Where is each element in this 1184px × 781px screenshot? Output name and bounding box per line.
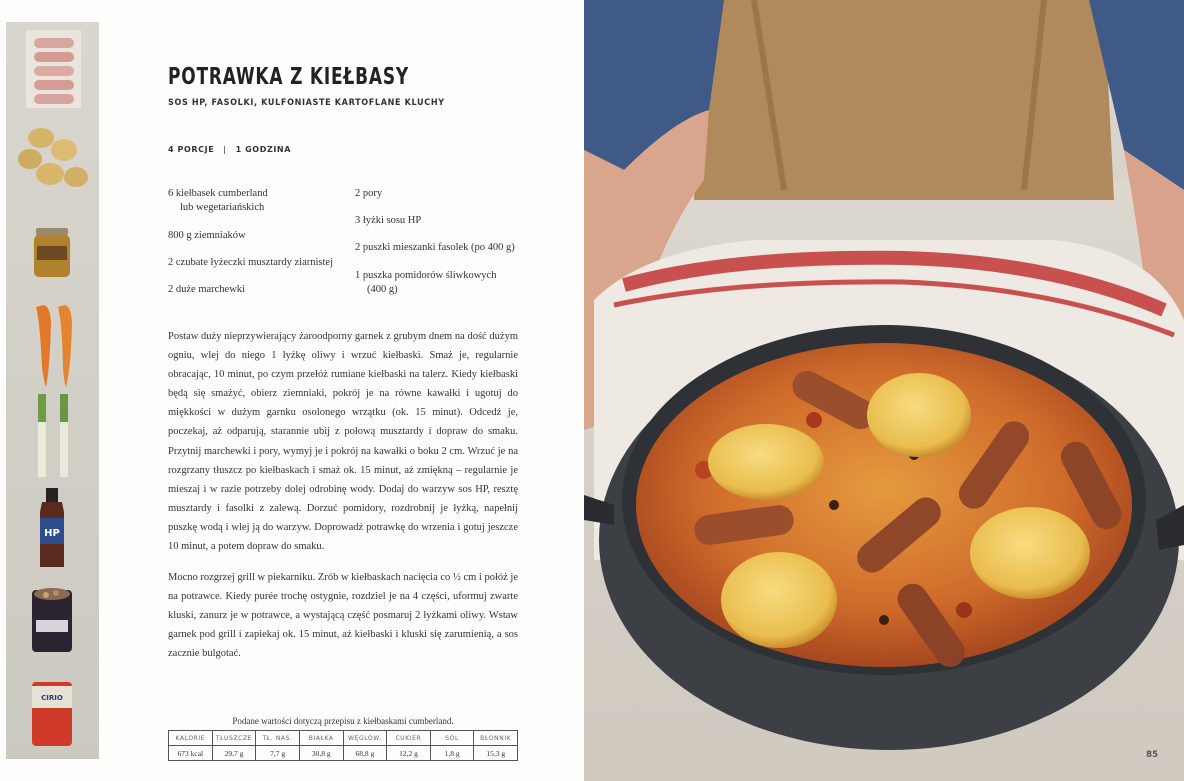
ingredient-line: 2 pory — [355, 188, 383, 199]
nutrition-value: 30,8 g — [299, 746, 343, 761]
svg-text:CIRIO: CIRIO — [41, 694, 63, 702]
ingredient-item — [355, 241, 515, 255]
left-page — [0, 0, 584, 781]
ingredient-line: 1 puszka pomidorów śliwkowych — [355, 270, 497, 281]
nutrition-value: 15,3 g — [474, 746, 518, 761]
svg-text:HP: HP — [44, 528, 60, 539]
ingredient-item — [168, 256, 333, 270]
hp-sauce-bottle-photo — [40, 488, 64, 567]
ingredient-item — [168, 229, 246, 243]
recipe-subtitle: SOS HP, FASOLKI, KULFONIASTE KARTOFLANE KLUCHY — [168, 98, 445, 108]
recipe-meta — [168, 145, 291, 154]
ingredient-line: 3 łyżki sosu HP — [355, 215, 422, 226]
nutrition-header: TŁUSZCZE — [212, 731, 256, 746]
ingredient-item — [355, 187, 382, 201]
nutrition-value: 12,2 g — [387, 746, 431, 761]
nutrition-value: 68,8 g — [343, 746, 387, 761]
page-number: 85 — [1146, 750, 1158, 760]
nutrition-table — [168, 730, 518, 761]
ingredient-line: lub wegetariańskich — [180, 202, 265, 213]
nutrition-header-row — [169, 731, 518, 746]
ingredient-item — [168, 187, 268, 215]
nutrition-header: WĘGLOW. — [343, 731, 387, 746]
ingredient-item — [355, 214, 421, 228]
potatoes-photo — [18, 128, 88, 187]
ingredient-line: 2 puszki mieszanki fasolek (po 400 g) — [355, 242, 515, 253]
cooking-time: 1 GODZINA — [235, 145, 292, 154]
meta-separator: | — [223, 145, 227, 154]
nutrition-header: SÓL — [430, 731, 474, 746]
dish-photo — [584, 0, 1184, 781]
nutrition-value: 1,8 g — [430, 746, 474, 761]
nutrition-header: TŁ. NAS. — [256, 731, 300, 746]
nutrition-value: 29,7 g — [212, 746, 256, 761]
nutrition-header: BŁONNIK — [474, 731, 518, 746]
nutrition-value: 7,7 g — [256, 746, 300, 761]
nutrition-header: KALORIE — [169, 731, 213, 746]
method-paragraph-1: Postaw duży nieprzywierający żaroodporny garnek z grubym dnem na dość dużym ogniu, wlej do niego 1 łyżkę oliwy i wrzuć kiełbaski. Smaż je, regularnie obracając, 10 minut, po czym przełóż rumiane kiełbaski na talerz. Kiedy kiełbaski będą się smażyć, obierz ziemniaki, pokrój je na równe kawałki i ugotuj do miękkości w dużym garnku osolonego wrzątku (ok. 15 minut). Odcedź je, poczekaj, aż odparują, starannie ubij z połową musztardy i dopraw do smaku. Przytnij marchewki i pory, wymyj je i pokrój na kawałki o boku 2 cm. Wrzuć je na rozgrzany tłuszcz po kiełbaskach i smaż ok. 15 minut, aż zmiękną – regularnie je mieszaj i w razie potrzeby dolej odrobinę wody. Dodaj do warzyw sos HP, resztę musztardy i fasolki z zalewą. Dorzuć pomidory, rozdrobnij je łyżką, napełnij puszkę wodą i wlej ją do warzyw. Doprowadź potrawkę do wrzenia i gotuj jeszcze 10 minut, a potem dopraw do smaku. — [168, 331, 518, 553]
nutrition-header: CUKIER — [387, 731, 431, 746]
beans-can-photo — [32, 588, 72, 652]
tomato-can-photo — [32, 682, 72, 746]
ingredient-photos — [6, 22, 99, 759]
nutrition-value-row — [169, 746, 518, 761]
ingredient-line: 2 duże marchewki — [168, 284, 245, 295]
ingredient-line: 6 kiełbasek cumberland — [168, 188, 268, 199]
ingredient-photo-strip — [6, 22, 99, 759]
sausages-photo — [26, 30, 81, 108]
carrots-photo — [36, 305, 72, 387]
stew-pot-illustration — [584, 0, 1184, 781]
nutrition-value: 673 kcal — [169, 746, 213, 761]
ingredient-line: (400 g) — [367, 284, 398, 295]
method-paragraph-2: Mocno rozgrzej grill w piekarniku. Zrób w kiełbaskach nacięcia co ½ cm i połóż je na potrawce. Kiedy purée trochę ostygnie, rozdziel je na 4 części, uformuj zwarte kluski, zanurz je w potrawce, a wystającą część posmaruj 2 łyżkami oliwy. Wstaw garnek pod grill i zapiekaj ok. 15 minut, aż kiełbaski i kluski się zarumienią, a sos zacznie bulgotać. — [168, 572, 518, 660]
servings: 4 PORCJE — [168, 145, 215, 154]
nutrition-header: BIAŁKA — [299, 731, 343, 746]
leeks-photo — [38, 394, 68, 477]
nutrition-caption: Podane wartości dotyczą przepisu z kiełbaskami cumberland. — [232, 716, 454, 726]
mustard-jar-photo — [34, 228, 70, 277]
ingredient-line: 2 czubate łyżeczki musztardy ziarnistej — [168, 257, 334, 268]
ingredient-item — [355, 269, 496, 297]
ingredient-item — [168, 283, 245, 297]
ingredient-line: 800 g ziemniaków — [168, 230, 246, 241]
recipe-title: POTRAWKA Z KIEŁBASY — [168, 64, 409, 90]
